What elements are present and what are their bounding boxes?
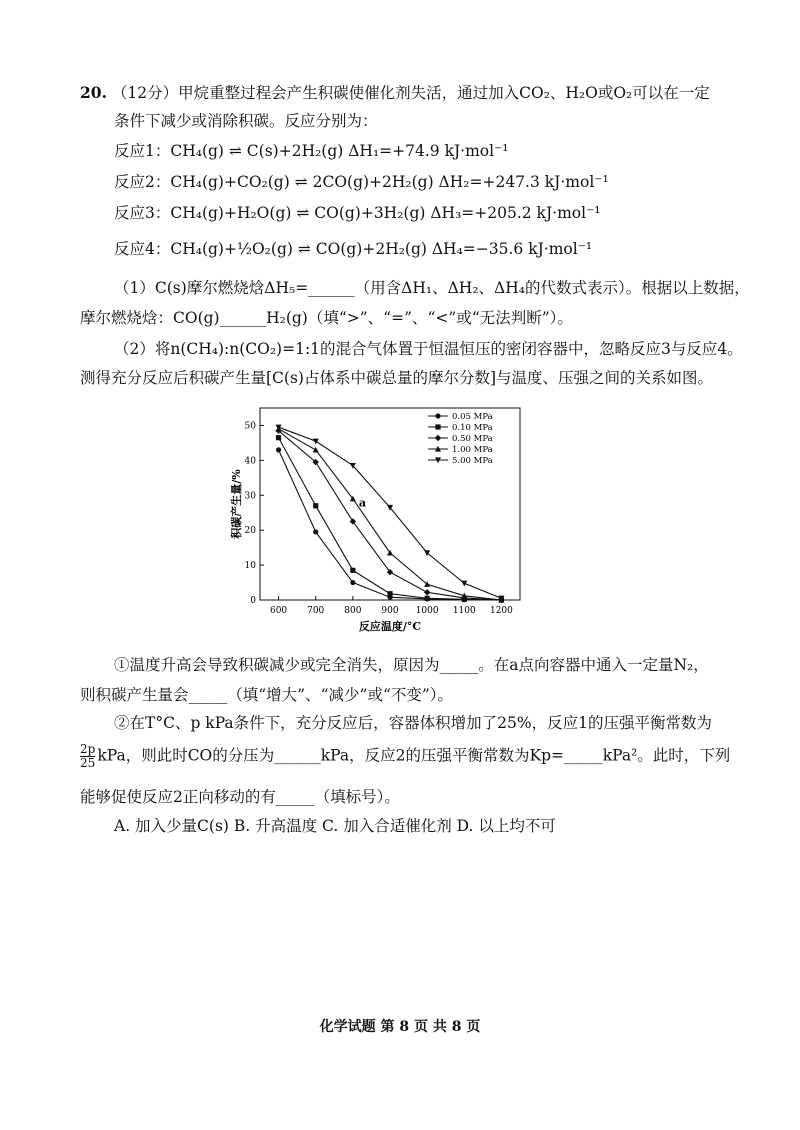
x-tick-label: 900	[381, 606, 399, 616]
legend-entry: 0.05 MPa	[452, 412, 493, 422]
reaction-2: 反应2：CH₄(g)+CO₂(g) ⇌ 2CO(g)+2H₂(g) ΔH₂=+247.3 kJ·mol⁻¹	[114, 173, 609, 191]
series-2-point	[276, 435, 281, 440]
x-axis-label: 反应温度/°C	[358, 620, 422, 633]
y-tick-label: 50	[244, 421, 256, 432]
reaction-1: 反应1：CH₄(g) ⇌ C(s)+2H₂(g) ΔH₁=+74.9 kJ·mol⁻¹	[114, 142, 509, 160]
x-tick-label: 800	[344, 606, 362, 616]
legend-marker	[435, 424, 440, 429]
x-tick-label: 700	[307, 606, 325, 616]
legend-entry: 5.00 MPa	[452, 456, 493, 466]
page-footer: 化学试题 第 8 页 共 8 页	[319, 1019, 481, 1035]
fraction-denominator: 25	[80, 756, 96, 770]
y-axis-label: 积碳产生量/%	[230, 469, 243, 539]
sub2-line-a: ②在T°C、p kPa条件下，充分反应后，容器体积增加了25%，反应1的压强平衡常数为	[114, 714, 712, 732]
x-tick-label: 1100	[452, 606, 476, 616]
sub2-line-b	[80, 743, 730, 770]
series-1-point	[350, 580, 355, 585]
fraction-numerator: 2p	[80, 742, 96, 756]
legend-entry: 1.00 MPa	[452, 445, 493, 455]
series-1-point	[276, 447, 281, 452]
sub1-line-a: ①温度升高会导致积碳减少或完全消失，原因为_____。在a点向容器中通入一定量N₂，	[114, 656, 709, 674]
part1-line-b: 摩尔燃烧焓：CO(g)______H₂(g)（填“>”、“=”、“<”或“无法判断”）。	[80, 309, 573, 327]
chart-svg	[228, 400, 528, 640]
question-intro-1: （12分）甲烷重整过程会产生积碳使催化剂失活，通过加入CO₂、H₂O或O₂可以在一定	[111, 84, 710, 102]
annotation-label: a	[358, 496, 366, 510]
x-tick-label: 1000	[415, 606, 439, 616]
legend-entry: 0.10 MPa	[452, 423, 493, 433]
series-2-point	[313, 503, 318, 508]
series-4-point	[313, 447, 319, 453]
legend-marker	[435, 435, 441, 441]
y-tick-label: 30	[244, 491, 256, 502]
series-2-point	[387, 591, 392, 596]
series-3-point	[424, 589, 430, 595]
sub2-line-c: 能够促使反应2正向移动的有_____（填标号）。	[80, 788, 400, 806]
series-line-1	[279, 450, 502, 600]
legend-entry: 0.50 MPa	[452, 434, 493, 444]
legend-marker	[435, 413, 440, 418]
sub1-line-b: 则积碳产生量会_____（填“增大”、“减少”或“不变”）。	[80, 686, 454, 704]
series-2-point	[350, 568, 355, 573]
y-tick-label: 0	[250, 596, 256, 606]
y-tick-label: 10	[244, 561, 256, 572]
reaction-4: 反应4：CH₄(g)+½O₂(g) ⇌ CO(g)+2H₂(g) ΔH₄=−35.6 kJ·mol⁻¹	[114, 240, 593, 258]
carbon-deposition-chart	[228, 400, 528, 640]
part1-line-a: （1）C(s)摩尔燃烧焓ΔH₅=______（用含ΔH₁、ΔH₂、ΔH₄的代数式表示）。根据以上数据，	[114, 279, 750, 297]
reaction-3: 反应3：CH₄(g)+H₂O(g) ⇌ CO(g)+3H₂(g) ΔH₃=+205.2 kJ·mol⁻¹	[114, 204, 601, 222]
question-intro-line-2: 条件下减少或消除积碳。反应分别为：	[114, 112, 378, 130]
answer-options: A. 加入少量C(s) B. 升高温度 C. 加入合适催化剂 D. 以上均不可	[114, 817, 556, 835]
series-1-point	[313, 529, 318, 534]
x-tick-label: 600	[269, 606, 288, 616]
part2-line-b: 测得充分反应后积碳产生量[C(s)占体系中碳总量的摩尔分数]与温度、压强之间的关系如图。	[80, 369, 714, 387]
question-number: 20.	[80, 83, 107, 102]
y-tick-label: 40	[244, 456, 256, 467]
series-2-point	[425, 596, 430, 601]
series-5-point	[313, 439, 319, 445]
x-tick-label: 1200	[489, 606, 513, 616]
fraction	[80, 743, 95, 770]
sub2-line-b-text: kPa，则此时CO的分压为______kPa，反应2的压强平衡常数为Kp=_____kPa²。此时，下列	[97, 746, 731, 765]
part2-line-a: （2）将n(CH₄):n(CO₂)=1:1的混合气体置于恒温恒压的密闭容器中，忽略反应3与反应4。	[114, 340, 743, 358]
y-tick-label: 20	[244, 526, 256, 537]
question-intro-line-1	[80, 82, 710, 104]
